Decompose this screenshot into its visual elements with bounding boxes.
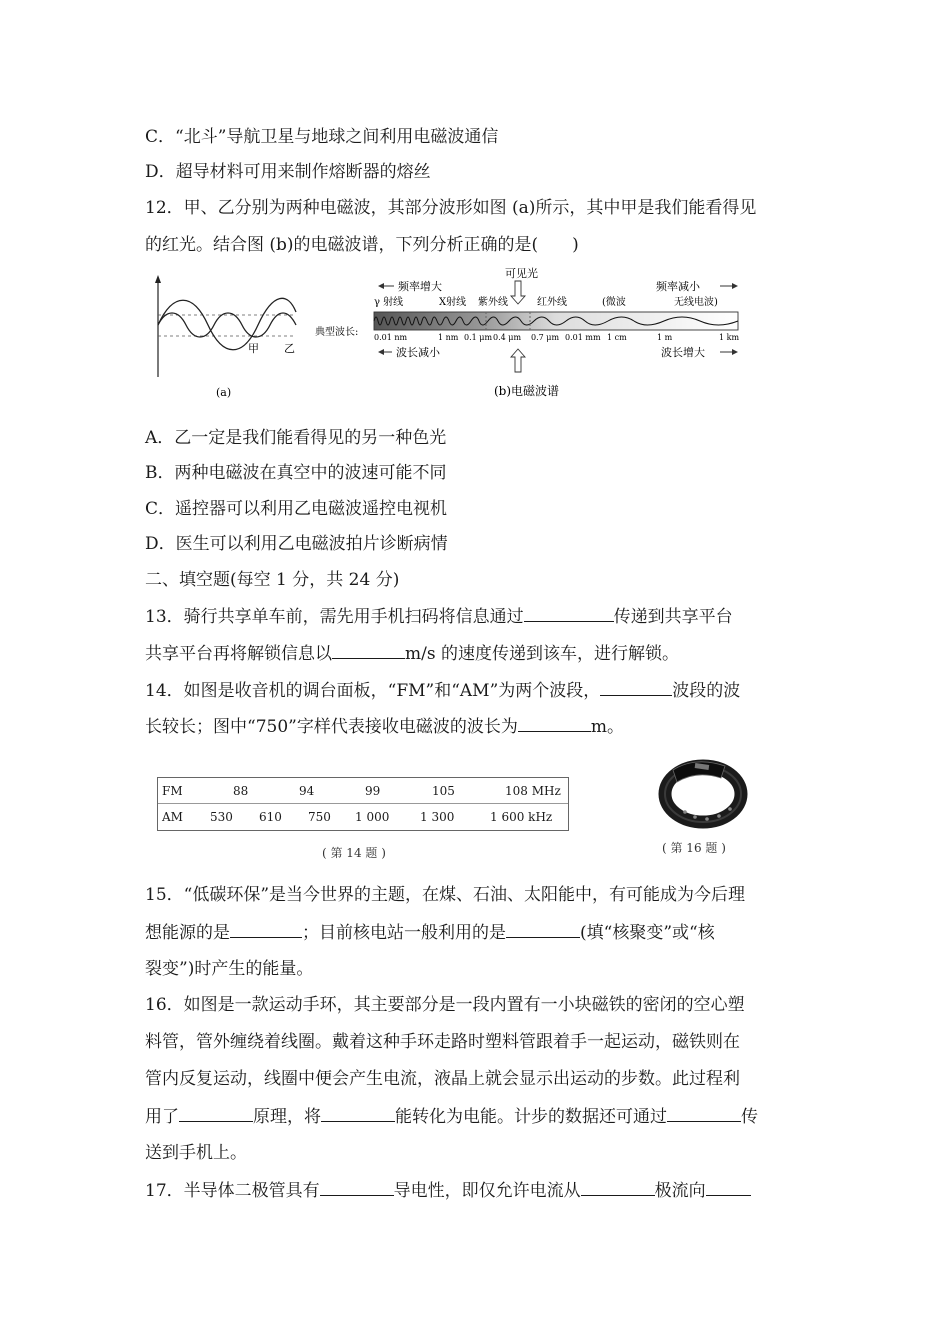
tick-labels bbox=[374, 333, 739, 342]
label-jia: 甲 bbox=[248, 342, 259, 355]
fitness-band-image bbox=[655, 752, 750, 830]
am-label: AM bbox=[162, 810, 183, 824]
blank[interactable] bbox=[524, 605, 614, 622]
blank[interactable] bbox=[230, 921, 302, 938]
am-value: 1 000 bbox=[355, 810, 390, 824]
caption-q16: ( 第 16 题 ) bbox=[662, 841, 726, 855]
tick-label: 1 m bbox=[657, 333, 673, 342]
q15-line-2: 想能源的是 ；目前核电站一般利用的是 (填“核聚变”或“核 bbox=[145, 923, 715, 943]
blank[interactable] bbox=[321, 1105, 395, 1122]
visible-light-label: 可见光 bbox=[505, 267, 538, 280]
blank[interactable] bbox=[667, 1105, 741, 1122]
fm-value: 108 MHz bbox=[505, 784, 561, 798]
xray-label: X射线 bbox=[439, 297, 467, 308]
fm-value: 88 bbox=[233, 784, 249, 798]
tick-label: 1 km bbox=[719, 333, 740, 342]
freq-decrease-label: 频率减小 bbox=[656, 280, 700, 293]
q12-option-d: D．医生可以利用乙电磁波拍片诊断病情 bbox=[145, 534, 448, 554]
q13-line-1: 13．骑行共享单车前，需先用手机扫码将信息通过 传递到共享平台 bbox=[145, 607, 733, 627]
fm-value: 94 bbox=[299, 784, 315, 798]
radio-label: 无线电波) bbox=[674, 297, 718, 308]
option-d: D．超导材料可用来制作熔断器的熔丝 bbox=[145, 162, 431, 182]
q13-line-2: 共享平台再将解锁信息以 m/s 的速度传递到该车，进行解锁。 bbox=[145, 644, 679, 664]
q15-line-3: 裂变”)时产生的能量。 bbox=[145, 959, 314, 979]
blank[interactable] bbox=[600, 679, 672, 696]
tick-label: 0.01 nm bbox=[374, 333, 408, 342]
q12-line-1: 12．甲、乙分别为两种电磁波，其部分波形如图 (a)所示，其中甲是我们能看得见 bbox=[145, 198, 757, 218]
tick-label: 1 nm bbox=[438, 333, 459, 342]
radio-dial-panel bbox=[157, 777, 569, 831]
figure-b-spectrum bbox=[312, 264, 752, 404]
blank[interactable] bbox=[581, 1179, 655, 1196]
wl-increase-label: 波长增大 bbox=[661, 346, 705, 359]
q16-line-3: 管内反复运动，线圈中便会产生电流，液晶上就会显示出运动的步数。此过程利 bbox=[145, 1069, 740, 1089]
option-c: C．“北斗”导航卫星与地球之间利用电磁波通信 bbox=[145, 127, 499, 147]
fm-value: 99 bbox=[365, 784, 381, 798]
uv-label: 紫外线 bbox=[478, 297, 508, 308]
fm-label: FM bbox=[162, 784, 183, 798]
caption-b: (b)电磁波谱 bbox=[494, 384, 560, 398]
q12-line-2: 的红光。结合图 (b)的电磁波谱，下列分析正确的是( ) bbox=[145, 235, 579, 255]
tick-label: 0.4 μm bbox=[493, 333, 522, 342]
q15-line-1: 15．“低碳环保”是当今世界的主题，在煤、石油、太阳能中，有可能成为今后理 bbox=[145, 885, 746, 905]
blank[interactable] bbox=[332, 642, 405, 659]
q12-option-c: C．遥控器可以利用乙电磁波遥控电视机 bbox=[145, 499, 448, 519]
section-2-heading: 二、填空题(每空 1 分，共 24 分) bbox=[145, 570, 400, 590]
blank[interactable] bbox=[506, 921, 580, 938]
q17-line-1: 17．半导体二极管具有 导电性，即仅允许电流从 极流向 bbox=[145, 1179, 751, 1202]
q16-line-4: 用了 原理，将 能转化为电能。计步的数据还可通过 传 bbox=[145, 1107, 758, 1127]
am-value: 1 600 kHz bbox=[490, 810, 553, 824]
gamma-label: γ 射线 bbox=[374, 297, 404, 308]
blank[interactable] bbox=[706, 1179, 751, 1196]
q16-line-2: 料管，管外缠绕着线圈。戴着这种手环走路时塑料管跟着手一起运动，磁铁则在 bbox=[145, 1032, 740, 1052]
microwave-label: (微波 bbox=[602, 297, 626, 308]
blank[interactable] bbox=[518, 715, 591, 732]
am-value: 530 bbox=[210, 810, 233, 824]
figure-a-waves bbox=[148, 272, 308, 402]
tick-label: 1 cm bbox=[607, 333, 627, 342]
q12-option-b: B．两种电磁波在真空中的波速可能不同 bbox=[145, 463, 447, 483]
caption-q14: ( 第 14 题 ) bbox=[322, 846, 386, 860]
am-value: 1 300 bbox=[420, 810, 455, 824]
wave-jia bbox=[158, 298, 296, 349]
spectrum-bar bbox=[374, 312, 738, 330]
label-yi: 乙 bbox=[284, 342, 295, 355]
q14-line-2: 长较长；图中“750”字样代表接收电磁波的波长为 m。 bbox=[145, 717, 624, 737]
q16-line-5: 送到手机上。 bbox=[145, 1143, 247, 1163]
freq-increase-label: 频率增大 bbox=[398, 280, 442, 293]
ir-label: 红外线 bbox=[537, 297, 567, 308]
caption-a: (a) bbox=[216, 386, 232, 399]
q14-line-1: 14．如图是收音机的调台面板，“FM”和“AM”为两个波段， 波段的波 bbox=[145, 681, 741, 701]
typical-wavelength-label: 典型波长: bbox=[315, 327, 359, 338]
tick-label: 0.1 μm bbox=[464, 333, 493, 342]
fm-value: 105 bbox=[432, 784, 455, 798]
blank[interactable] bbox=[320, 1179, 394, 1196]
tick-label: 0.7 μm bbox=[531, 333, 560, 342]
wave-yi bbox=[158, 313, 296, 337]
am-value: 750 bbox=[308, 810, 331, 824]
wl-decrease-label: 波长减小 bbox=[396, 346, 440, 359]
q12-option-a: A．乙一定是我们能看得见的另一种色光 bbox=[145, 428, 447, 448]
am-value: 610 bbox=[259, 810, 282, 824]
tick-label: 0.01 mm bbox=[565, 333, 601, 342]
q16-line-1: 16．如图是一款运动手环，其主要部分是一段内置有一小块磁铁的密闭的空心塑 bbox=[145, 995, 745, 1015]
blank[interactable] bbox=[179, 1105, 253, 1122]
